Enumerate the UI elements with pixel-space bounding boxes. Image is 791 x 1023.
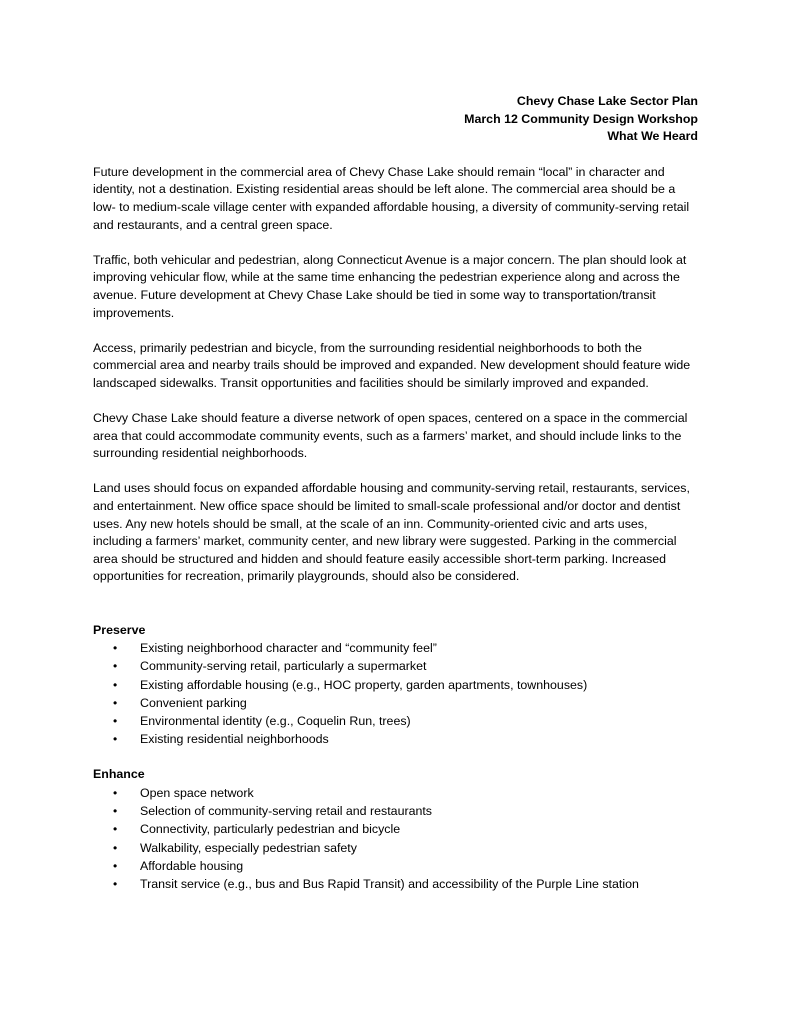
header-line-plan-title: Chevy Chase Lake Sector Plan: [516, 94, 698, 108]
list-item-text: Convenient parking: [140, 695, 247, 710]
bullet-icon: •: [113, 695, 118, 710]
enhance-title: Enhance: [93, 767, 145, 782]
bullet-icon: •: [113, 677, 118, 692]
list-item: [93, 857, 698, 875]
list-item-text: Existing residential neighborhoods: [140, 732, 329, 747]
header-line-workshop: March 12 Community Design Workshop: [464, 111, 698, 126]
paragraph-traffic: Traffic, both vehicular and pedestrian, along Connecticut Avenue is a major concern. The plan should look at improving vehicular flow, while at the same time enhancing the pedestrian experience along and across the avenue. Future development at Chevy Chase Lake should be tied in some way to transportation/transit improvements.: [93, 252, 687, 320]
list-item: [93, 639, 698, 657]
list-item: [93, 839, 698, 857]
paragraph-land-uses: Land uses should focus on expanded affordable housing and community-serving retail, restaurants, services, and entertainment. New office space should be limited to small-scale professional and/or doctor and dentist uses. Any new hotels should be small, at the scale of an inn. Community-oriented civic and arts uses, including a farmers’ market, community center, and new library were suggested. Parking in the commercial area should be structured and hidden and should feature easily accessible short-term parking. Increased opportunities for recreation, primarily playgrounds, should also be considered.: [93, 481, 690, 584]
document-header: [93, 93, 698, 146]
bullet-icon: •: [113, 641, 118, 656]
list-item: [93, 712, 698, 730]
list-item: [93, 730, 698, 748]
body-paragraphs: [93, 164, 698, 586]
bullet-icon: •: [113, 840, 118, 855]
list-item: [93, 657, 698, 675]
bullet-icon: •: [113, 822, 118, 837]
bullet-icon: •: [113, 714, 118, 729]
bullet-icon: •: [113, 659, 118, 674]
list-item-text: Affordable housing: [140, 858, 244, 873]
paragraph-access: Access, primarily pedestrian and bicycle, from the surrounding residential neighborhoods to both the commercial area and nearby trails should be improved and expanded. New development should feature wide landscaped sidewalks. Transit opportunities and facilities should be similarly improved and expanded.: [93, 340, 691, 390]
list-item-text: Community-serving retail, particularly a supermarket: [140, 659, 427, 674]
list-item: [93, 676, 698, 694]
preserve-section: [93, 622, 698, 749]
bullet-icon: •: [113, 858, 118, 873]
bullet-icon: •: [113, 732, 118, 747]
list-item: [93, 694, 698, 712]
list-item-text: Connectivity, particularly pedestrian and bicycle: [140, 822, 401, 837]
paragraph-open-spaces: Chevy Chase Lake should feature a diverse network of open spaces, centered on a space in the commercial area that could accommodate community events, such as a farmers’ market, and should include links to the surrounding residential neighborhoods.: [93, 411, 688, 461]
section-spacer: [93, 748, 698, 766]
section-spacer: [93, 604, 698, 622]
list-item-text: Walkability, especially pedestrian safety: [140, 840, 357, 855]
preserve-title: Preserve: [93, 622, 146, 637]
list-item-text: Selection of community-serving retail and restaurants: [140, 804, 433, 819]
enhance-list: [93, 784, 698, 893]
document-page: [93, 93, 698, 893]
bullet-icon: •: [113, 786, 118, 801]
list-item: [93, 784, 698, 802]
list-item-text: Existing neighborhood character and “community feel”: [140, 641, 437, 656]
bullet-icon: •: [113, 877, 118, 892]
list-item-text: Open space network: [140, 786, 254, 801]
bullet-icon: •: [113, 804, 118, 819]
list-item: [93, 820, 698, 838]
list-item-text: Transit service (e.g., bus and Bus Rapid Transit) and accessibility of the Purple Line station: [140, 877, 639, 892]
list-item: [93, 802, 698, 820]
header-line-what-we-heard: What We Heard: [607, 129, 698, 144]
list-item-text: Existing affordable housing (e.g., HOC property, garden apartments, townhouses): [140, 677, 588, 692]
preserve-list: [93, 639, 698, 748]
enhance-section: [93, 766, 698, 893]
list-item: [93, 875, 698, 893]
list-item-text: Environmental identity (e.g., Coquelin Run, trees): [140, 714, 411, 729]
paragraph-character: Future development in the commercial area of Chevy Chase Lake should remain “local” in character and identity, not a destination. Existing residential areas should be left alone. The commercial area should be a low- to medium-scale village center with expanded affordable housing, a diversity of community-serving retail and restaurants, and a central green space.: [93, 164, 690, 232]
